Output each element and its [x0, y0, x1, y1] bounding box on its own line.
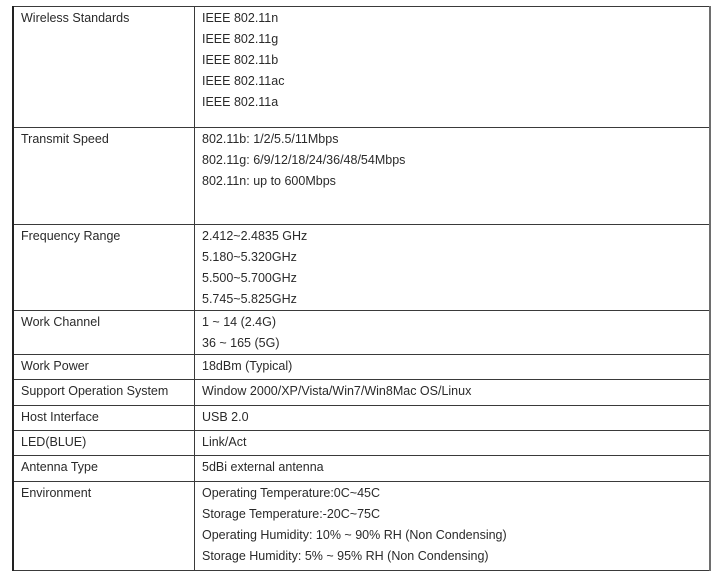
spec-label: Work Channel — [21, 315, 100, 329]
spec-row-support-operation-system — [13, 380, 710, 406]
spec-value-cell — [195, 431, 711, 456]
spec-table — [12, 6, 711, 571]
spec-value-cell — [195, 128, 711, 225]
spec-value-line: 5dBi external antenna — [202, 460, 324, 474]
spec-label: Wireless Standards — [21, 11, 130, 25]
spec-value-line: 5.745~5.825GHz — [202, 292, 297, 306]
spec-table-body — [13, 7, 710, 571]
spec-label: Work Power — [21, 359, 89, 373]
spec-value-line: Storage Humidity: 5% ~ 95% RH (Non Condensing) — [202, 549, 489, 563]
spec-label: Support Operation System — [21, 384, 169, 398]
spec-value-line: Storage Temperature:-20C~75C — [202, 507, 380, 521]
spec-label-cell — [13, 128, 195, 225]
spec-value-line: 802.11b: 1/2/5.5/11Mbps — [202, 132, 339, 146]
spec-value-line: IEEE 802.11n — [202, 11, 279, 25]
spec-value-cell — [195, 7, 711, 128]
spec-value-cell — [195, 380, 711, 406]
spec-value-line: Window 2000/XP/Vista/Win7/Win8Mac OS/Linux — [202, 384, 472, 398]
spec-value-line: IEEE 802.11b — [202, 53, 279, 67]
spec-value-line: Link/Act — [202, 435, 247, 449]
spec-row-frequency-range — [13, 225, 710, 311]
spec-label-cell — [13, 355, 195, 380]
spec-value-line: Operating Humidity: 10% ~ 90% RH (Non Condensing) — [202, 528, 507, 542]
spec-row-host-interface — [13, 406, 710, 431]
spec-row-wireless-standards — [13, 7, 710, 128]
spec-label-cell — [13, 380, 195, 406]
spec-value-line: IEEE 802.11a — [202, 95, 279, 109]
spec-value-line: USB 2.0 — [202, 410, 249, 424]
spec-label-cell — [13, 456, 195, 482]
spec-label-cell — [13, 7, 195, 128]
spec-value-line: 1 ~ 14 (2.4G) — [202, 315, 276, 329]
spec-label-cell — [13, 225, 195, 311]
spec-label: Environment — [21, 486, 92, 500]
spec-row-environment — [13, 482, 710, 571]
spec-label: LED(BLUE) — [21, 435, 87, 449]
spec-value-line: IEEE 802.11g — [202, 32, 279, 46]
spec-label: Transmit Speed — [21, 132, 109, 146]
spec-value-line: 2.412~2.4835 GHz — [202, 229, 308, 243]
spec-label-cell — [13, 431, 195, 456]
spec-row-work-channel — [13, 311, 710, 355]
spec-value-line: 18dBm (Typical) — [202, 359, 293, 373]
spec-value-line: 5.180~5.320GHz — [202, 250, 297, 264]
spec-value-line: 36 ~ 165 (5G) — [202, 336, 280, 350]
spec-label-cell — [13, 482, 195, 571]
spec-value-cell — [195, 482, 711, 571]
spec-row-transmit-speed — [13, 128, 710, 225]
spec-row-antenna-type — [13, 456, 710, 482]
spec-value-cell — [195, 225, 711, 311]
spec-label-cell — [13, 406, 195, 431]
spec-row-led-blue — [13, 431, 710, 456]
spec-value-line: 802.11g: 6/9/12/18/24/36/48/54Mbps — [202, 153, 406, 167]
spec-value-cell — [195, 311, 711, 355]
spec-label: Frequency Range — [21, 229, 121, 243]
spec-value-line: 5.500~5.700GHz — [202, 271, 297, 285]
spec-value-line: Operating Temperature:0C~45C — [202, 486, 380, 500]
spec-label: Antenna Type — [21, 460, 98, 474]
spec-label: Host Interface — [21, 410, 99, 424]
spec-value-cell — [195, 355, 711, 380]
spec-value-cell — [195, 406, 711, 431]
spec-row-work-power — [13, 355, 710, 380]
spec-label-cell — [13, 311, 195, 355]
spec-value-cell — [195, 456, 711, 482]
spec-value-line: 802.11n: up to 600Mbps — [202, 174, 336, 188]
spec-value-line: IEEE 802.11ac — [202, 74, 285, 88]
